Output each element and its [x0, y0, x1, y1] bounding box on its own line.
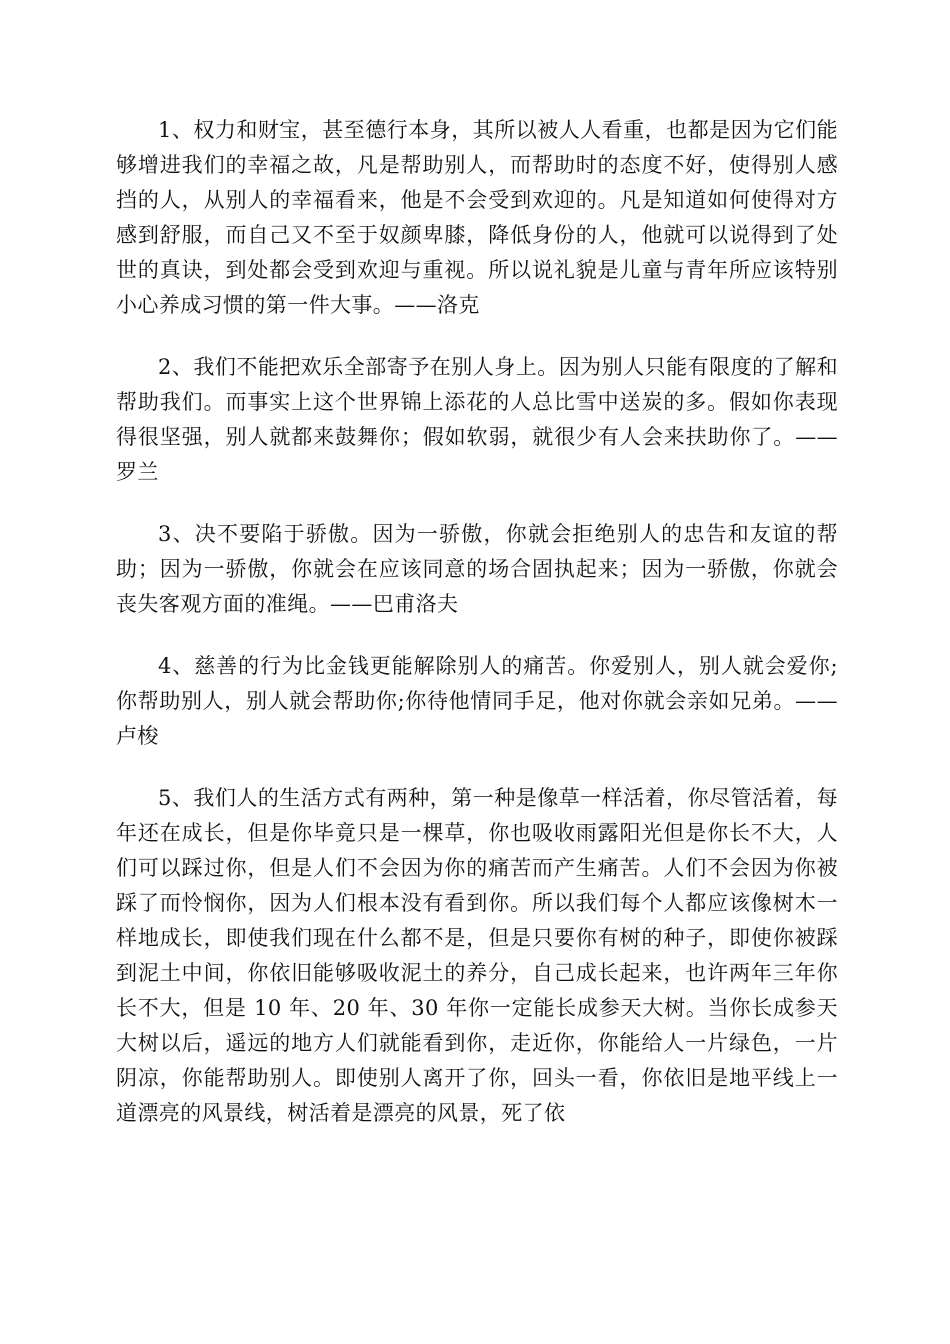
quote-paragraph-5: 5、我们人的生活方式有两种，第一种是像草一样活着，你尽管活着，每年还在成长，但是你毕竟只是一棵草，你也吸收雨露阳光但是你长不大，人们可以踩过你，但是人们不会因为你的痛苦而产生痛苦。人们不会因为你被踩了而怜悯你，因为人们根本没有看到你。所以我们每个人都应该像树木一样地成长，即使我们现在什么都不是，但是只要你有树的种子，即使你被踩到泥土中间，你依旧能够吸收泥土的养分，自己成长起来，也许两年三年你长不大，但是 10 年、20 年、30 年你一定能长成参天大树。当你长成参天大树以后，遥远的地方人们就能看到你，走近你，你能给人一片绿色，一片阴凉，你能帮助别人。即使别人离开了你，回头一看，你依旧是地平线上一道漂亮的风景线，树活着是漂亮的风景，死了依	[116, 786, 838, 1125]
quote-paragraph-4: 4、慈善的行为比金钱更能解除别人的痛苦。你爱别人，别人就会爱你;你帮助别人，别人就会帮助你;你待他情同手足，他对你就会亲如兄弟。——卢梭	[116, 654, 838, 748]
quote-paragraph-2: 2、我们不能把欢乐全部寄予在别人身上。因为别人只能有限度的了解和帮助我们。而事实上这个世界锦上添花的人总比雪中送炭的多。假如你表现得很坚强，别人就都来鼓舞你；假如软弱，就很少有人会来扶助你了。——罗兰	[116, 355, 838, 484]
document-body	[116, 113, 838, 1131]
quote-paragraph-1: 1、权力和财宝，甚至德行本身，其所以被人人看重，也都是因为它们能够增进我们的幸福之故，凡是帮助别人，而帮助时的态度不好，使得别人感挡的人，从别人的幸福看来，他是不会受到欢迎的。凡是知道如何使得对方感到舒服，而自己又不至于奴颜卑膝，降低身份的人，他就可以说得到了处世的真诀，到处都会受到欢迎与重视。所以说礼貌是儿童与青年所应该特别小心养成习惯的第一件大事。——洛克	[116, 118, 838, 317]
quote-paragraph-3: 3、决不要陷于骄傲。因为一骄傲，你就会拒绝别人的忠告和友谊的帮助；因为一骄傲，你就会在应该同意的场合固执起来；因为一骄傲，你就会丧失客观方面的准绳。——巴甫洛夫	[116, 522, 838, 616]
